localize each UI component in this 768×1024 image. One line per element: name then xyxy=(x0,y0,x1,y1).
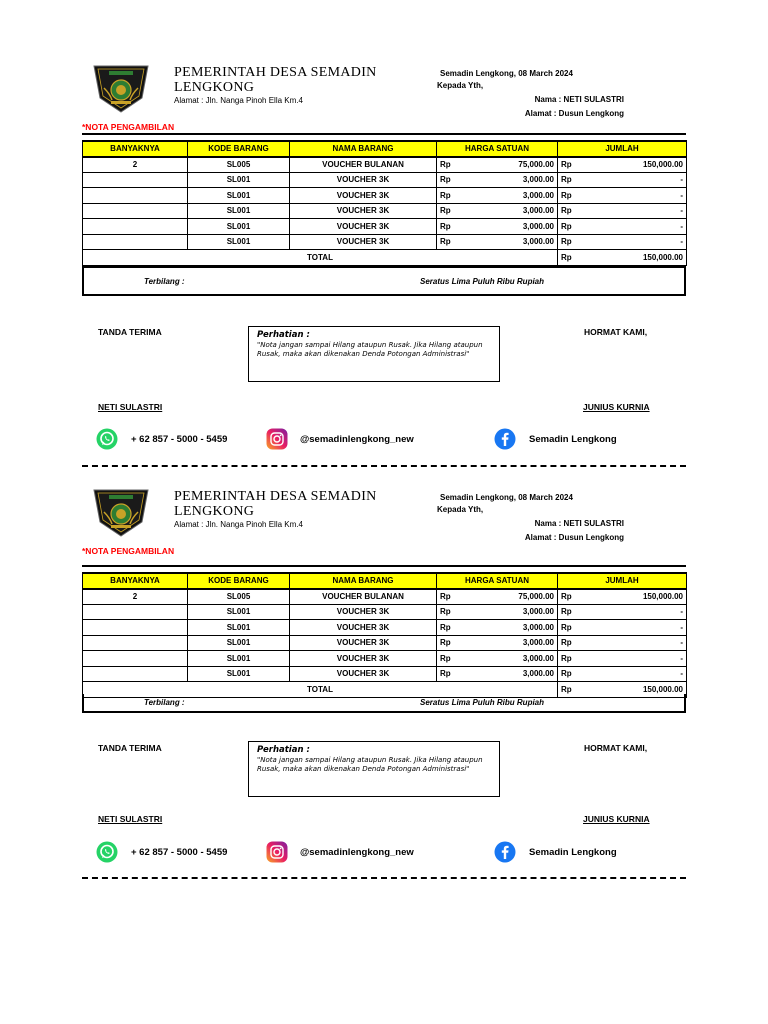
signature-right: JUNIUS KURNIA xyxy=(583,814,650,824)
cell-kode: SL001 xyxy=(188,234,290,250)
whatsapp-contact xyxy=(96,428,227,450)
cell-kode: SL001 xyxy=(188,172,290,188)
perhatian-title: Perhatian : xyxy=(257,330,310,340)
hormat-kami-label: HORMAT KAMI, xyxy=(584,327,648,337)
nota-label: *NOTA PENGAMBILAN xyxy=(82,122,175,132)
cell-harga: 3,000.00 xyxy=(461,203,558,219)
signature-left: NETI SULASTRI xyxy=(98,814,163,824)
tanda-terima-label: TANDA TERIMA xyxy=(98,743,162,753)
terbilang-value: Seratus Lima Puluh Ribu Rupiah xyxy=(420,698,545,707)
village-logo-icon xyxy=(92,64,150,114)
cell-harga: 3,000.00 xyxy=(461,620,558,636)
cell-currency: Rp xyxy=(558,589,578,605)
cell-currency: Rp xyxy=(558,203,578,219)
cell-currency: Rp xyxy=(437,203,461,219)
cell-nama: VOUCHER 3K xyxy=(290,604,437,620)
total-currency: Rp xyxy=(558,250,578,266)
col-jumlah: JUMLAH xyxy=(558,141,687,157)
facebook-page: Semadin Lengkong xyxy=(529,846,617,858)
facebook-contact xyxy=(494,841,617,863)
cell-qty xyxy=(83,604,188,620)
cell-qty xyxy=(83,172,188,188)
cell-jumlah: - xyxy=(578,620,687,636)
cell-harga: 3,000.00 xyxy=(461,172,558,188)
cell-jumlah: - xyxy=(578,219,687,235)
cell-qty xyxy=(83,635,188,651)
whatsapp-icon xyxy=(96,841,118,863)
table-row xyxy=(83,666,687,682)
terbilang-box xyxy=(82,266,686,296)
terbilang-label: Terbilang : xyxy=(144,698,185,707)
facebook-contact xyxy=(494,428,617,450)
cell-currency: Rp xyxy=(558,651,578,667)
cell-currency: Rp xyxy=(437,188,461,204)
total-currency: Rp xyxy=(558,682,578,698)
cell-kode: SL001 xyxy=(188,219,290,235)
cell-nama: VOUCHER 3K xyxy=(290,188,437,204)
items-table xyxy=(82,140,687,266)
cell-currency: Rp xyxy=(558,219,578,235)
table-row xyxy=(83,219,687,235)
recipient-name: Nama : NETI SULASTRI xyxy=(534,95,624,104)
cell-kode: SL001 xyxy=(188,604,290,620)
cell-harga: 75,000.00 xyxy=(461,589,558,605)
cell-nama: VOUCHER 3K xyxy=(290,234,437,250)
signature-left: NETI SULASTRI xyxy=(98,402,163,412)
cell-kode: SL005 xyxy=(188,589,290,605)
cell-currency: Rp xyxy=(437,604,461,620)
cell-currency: Rp xyxy=(437,172,461,188)
org-address: Alamat : Jln. Nanga Pinoh Ella Km.4 xyxy=(174,96,303,105)
recipient-address: Alamat : Dusun Lengkong xyxy=(524,109,624,118)
cell-jumlah: 150,000.00 xyxy=(578,157,687,173)
table-row xyxy=(83,203,687,219)
recipient-address: Alamat : Dusun Lengkong xyxy=(524,533,624,542)
total-value: 150,000.00 xyxy=(578,250,687,266)
cell-nama: VOUCHER 3K xyxy=(290,219,437,235)
nota-label: *NOTA PENGAMBILAN xyxy=(82,546,175,556)
cell-currency: Rp xyxy=(558,666,578,682)
instagram-icon xyxy=(266,428,288,450)
items-table xyxy=(82,572,687,698)
cell-currency: Rp xyxy=(437,589,461,605)
col-nama-barang: NAMA BARANG xyxy=(290,573,437,589)
whatsapp-number: + 62 857 - 5000 - 5459 xyxy=(131,846,228,858)
cell-qty xyxy=(83,203,188,219)
cell-nama: VOUCHER 3K xyxy=(290,620,437,636)
cell-qty xyxy=(83,188,188,204)
cell-jumlah: - xyxy=(578,234,687,250)
facebook-page: Semadin Lengkong xyxy=(529,433,617,445)
cell-harga: 3,000.00 xyxy=(461,635,558,651)
recipient-label: Kepada Yth, xyxy=(437,81,484,90)
perhatian-text: "Nota jangan sampai Hilang ataupun Rusak. Jika Hilang ataupun Rusak, maka akan dikenakan Denda Potongan Administrasi" xyxy=(257,756,483,773)
instagram-handle: @semadinlengkong_new xyxy=(300,433,414,445)
table-row xyxy=(83,620,687,636)
cell-qty xyxy=(83,234,188,250)
cell-kode: SL001 xyxy=(188,666,290,682)
cell-currency: Rp xyxy=(558,234,578,250)
perhatian-box xyxy=(248,326,500,382)
cell-currency: Rp xyxy=(558,157,578,173)
cell-harga: 3,000.00 xyxy=(461,219,558,235)
cell-harga: 3,000.00 xyxy=(461,604,558,620)
cell-qty: 2 xyxy=(83,157,188,173)
cell-currency: Rp xyxy=(437,651,461,667)
cell-currency: Rp xyxy=(437,666,461,682)
divider xyxy=(82,133,686,135)
cell-nama: VOUCHER 3K xyxy=(290,172,437,188)
total-value: 150,000.00 xyxy=(578,682,687,698)
facebook-icon xyxy=(494,841,516,863)
signature-right: JUNIUS KURNIA xyxy=(583,402,650,412)
cell-nama: VOUCHER 3K xyxy=(290,635,437,651)
cell-kode: SL001 xyxy=(188,651,290,667)
cell-nama: VOUCHER BULANAN xyxy=(290,157,437,173)
cell-kode: SL001 xyxy=(188,620,290,636)
terbilang-value: Seratus Lima Puluh Ribu Rupiah xyxy=(420,277,545,286)
cell-harga: 3,000.00 xyxy=(461,651,558,667)
cell-currency: Rp xyxy=(437,157,461,173)
recipient-name: Nama : NETI SULASTRI xyxy=(534,519,624,528)
cell-nama: VOUCHER 3K xyxy=(290,203,437,219)
cell-qty xyxy=(83,620,188,636)
cell-currency: Rp xyxy=(437,620,461,636)
cut-line xyxy=(82,465,686,467)
date-text: Semadin Lengkong, 08 March 2024 xyxy=(440,69,573,78)
total-label: TOTAL xyxy=(83,250,558,266)
cell-nama: VOUCHER 3K xyxy=(290,666,437,682)
table-header-row xyxy=(83,573,687,589)
whatsapp-number: + 62 857 - 5000 - 5459 xyxy=(131,433,228,445)
table-row xyxy=(83,157,687,173)
col-kode-barang: KODE BARANG xyxy=(188,141,290,157)
hormat-kami-label: HORMAT KAMI, xyxy=(584,743,648,753)
cell-currency: Rp xyxy=(558,188,578,204)
table-row xyxy=(83,589,687,605)
table-row xyxy=(83,188,687,204)
whatsapp-contact xyxy=(96,841,227,863)
village-logo-icon xyxy=(92,488,150,538)
cell-jumlah: - xyxy=(578,651,687,667)
cell-currency: Rp xyxy=(558,604,578,620)
cell-harga: 3,000.00 xyxy=(461,234,558,250)
cell-jumlah: - xyxy=(578,188,687,204)
cell-jumlah: - xyxy=(578,604,687,620)
perhatian-title: Perhatian : xyxy=(257,745,310,755)
col-banyaknya: BANYAKNYA xyxy=(83,573,188,589)
cell-jumlah: 150,000.00 xyxy=(578,589,687,605)
cell-currency: Rp xyxy=(558,620,578,636)
cell-currency: Rp xyxy=(558,172,578,188)
cell-currency: Rp xyxy=(437,234,461,250)
cell-kode: SL001 xyxy=(188,188,290,204)
cell-currency: Rp xyxy=(437,219,461,235)
instagram-handle: @semadinlengkong_new xyxy=(300,846,414,858)
recipient-label: Kepada Yth, xyxy=(437,505,484,514)
org-title: PEMERINTAH DESA SEMADIN LENGKONG xyxy=(174,489,377,519)
cell-harga: 3,000.00 xyxy=(461,188,558,204)
terbilang-box xyxy=(82,694,686,713)
col-nama-barang: NAMA BARANG xyxy=(290,141,437,157)
table-row xyxy=(83,635,687,651)
cell-jumlah: - xyxy=(578,666,687,682)
cell-nama: VOUCHER 3K xyxy=(290,651,437,667)
cell-qty xyxy=(83,651,188,667)
cell-harga: 3,000.00 xyxy=(461,666,558,682)
cell-jumlah: - xyxy=(578,635,687,651)
cell-jumlah: - xyxy=(578,172,687,188)
cell-qty xyxy=(83,219,188,235)
cell-kode: SL005 xyxy=(188,157,290,173)
nota-1 xyxy=(82,64,686,445)
cell-kode: SL001 xyxy=(188,203,290,219)
cell-nama: VOUCHER BULANAN xyxy=(290,589,437,605)
cell-kode: SL001 xyxy=(188,635,290,651)
total-label: TOTAL xyxy=(83,682,558,698)
org-address: Alamat : Jln. Nanga Pinoh Ella Km.4 xyxy=(174,520,303,529)
col-harga-satuan: HARGA SATUAN xyxy=(437,573,558,589)
divider xyxy=(82,565,686,567)
total-row xyxy=(83,250,687,266)
nota-header xyxy=(82,64,686,134)
table-row xyxy=(83,604,687,620)
date-text: Semadin Lengkong, 08 March 2024 xyxy=(440,493,573,502)
facebook-icon xyxy=(494,428,516,450)
cell-qty: 2 xyxy=(83,589,188,605)
table-row xyxy=(83,172,687,188)
terbilang-label: Terbilang : xyxy=(144,277,185,286)
col-jumlah: JUMLAH xyxy=(558,573,687,589)
instagram-contact xyxy=(266,428,414,450)
cut-line xyxy=(82,877,686,879)
col-harga-satuan: HARGA SATUAN xyxy=(437,141,558,157)
instagram-contact xyxy=(266,841,414,863)
col-kode-barang: KODE BARANG xyxy=(188,573,290,589)
perhatian-box xyxy=(248,741,500,797)
cell-jumlah: - xyxy=(578,203,687,219)
cell-qty xyxy=(83,666,188,682)
table-row xyxy=(83,651,687,667)
nota-2 xyxy=(82,488,686,858)
tanda-terima-label: TANDA TERIMA xyxy=(98,327,162,337)
col-banyaknya: BANYAKNYA xyxy=(83,141,188,157)
nota-header xyxy=(82,488,686,558)
cell-currency: Rp xyxy=(437,635,461,651)
org-title: PEMERINTAH DESA SEMADIN LENGKONG xyxy=(174,65,377,95)
table-row xyxy=(83,234,687,250)
perhatian-text: "Nota jangan sampai Hilang ataupun Rusak. Jika Hilang ataupun Rusak, maka akan dikenakan Denda Potongan Administrasi" xyxy=(257,341,483,358)
table-header-row xyxy=(83,141,687,157)
cell-currency: Rp xyxy=(558,635,578,651)
whatsapp-icon xyxy=(96,428,118,450)
cell-harga: 75,000.00 xyxy=(461,157,558,173)
instagram-icon xyxy=(266,841,288,863)
